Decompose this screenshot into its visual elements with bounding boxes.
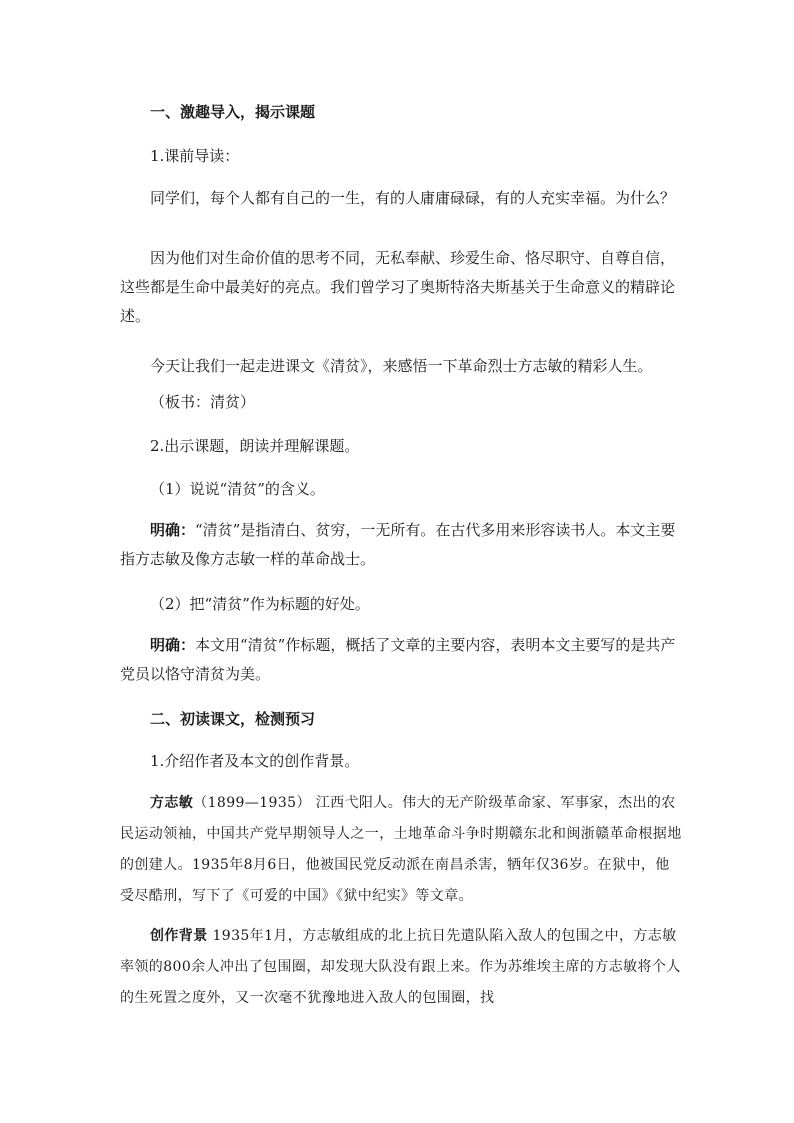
answer-2-text: 本文用“清贫”作标题，概括了文章的主要内容，表明本文主要写的是共产党员以恪守清贫为美。 (120, 636, 676, 683)
author-bio (120, 788, 682, 912)
question-1: （1）说说“清贫”的含义。 (150, 480, 325, 498)
creation-background-label: 创作背景 (150, 928, 208, 944)
item-author-background: 1.介绍作者及本文的创作背景。 (150, 752, 360, 770)
board-note: （板书：清贫） (150, 393, 256, 411)
author-name: 方志敏 (150, 795, 194, 811)
item-show-title: 2.出示课题，朗读并理解课题。 (150, 437, 360, 455)
section-heading-2: 二、初读课文，检测预习 (150, 710, 316, 728)
section-heading-1: 一、激趣导入，揭示课题 (150, 103, 316, 121)
paragraph-intro-question: 同学们，每个人都有自己的一生，有的人庸庸碌碌，有的人充实幸福。为什么？ (150, 189, 676, 207)
answer-2-label: 明确： (150, 636, 196, 654)
answer-1-label: 明确： (150, 521, 196, 539)
item-pre-reading: 1.课前导读： (150, 147, 240, 165)
answer-1-text: “清贫”是指清白、贫穷，一无所有。在古代多用来形容读书人。本文主要指方志敏及像方志敏一样的革命战士。 (120, 521, 676, 568)
answer-1 (120, 516, 682, 574)
creation-background (120, 921, 682, 1014)
paragraph-life-value: 因为他们对生命价值的思考不同，无私奉献、珍爱生命、恪尽职守、自尊自信，这些都是生命中最美好的亮点。我们曾学习了奥斯特洛夫斯基关于生命意义的精辟论述。 (120, 249, 676, 325)
answer-2 (120, 631, 682, 689)
creation-background-text: 1935年1月，方志敏组成的北上抗日先遣队陷入敌人的包围之中，方志敏率领的800余人冲出了包围圈，却发现大队没有跟上来。作为苏维埃主席的方志敏将个人的生死置之度外，又一次毫不犹豫地进入敌人的包围圈，找 (120, 928, 681, 1006)
author-bio-text: （1899—1935） 江西弋阳人。伟大的无产阶级革命家、军事家，杰出的农民运动领袖，中国共产党早期领导人之一，土地革命斗争时期赣东北和闽浙赣革命根据地的创建人。1935年8月6日，他被国民党反动派在南昌杀害，牺年仅36岁。在狱中，他受尽酷刑，写下了《可爱的中国》《狱中纪实》等文章。 (120, 795, 682, 904)
paragraph-enter-lesson: 今天让我们一起走进课文《清贫》，来感悟一下革命烈士方志敏的精彩人生。 (150, 357, 653, 375)
question-2: （2）把“清贫”作为标题的好处。 (150, 595, 370, 613)
